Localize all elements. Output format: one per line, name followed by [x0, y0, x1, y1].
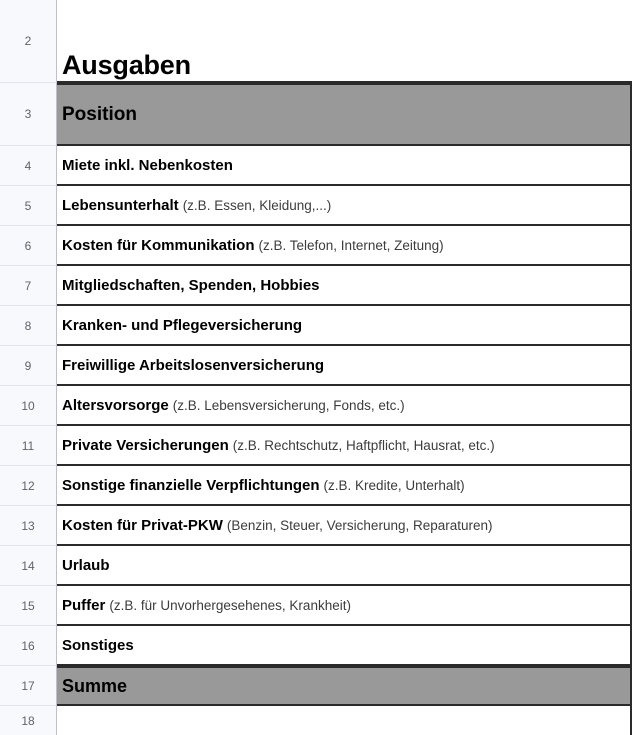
- row-header-12[interactable]: 12: [0, 466, 57, 506]
- row-header-11[interactable]: 11: [0, 426, 57, 466]
- table-row-header[interactable]: [0, 83, 632, 146]
- position-label: Miete inkl. Nebenkosten: [62, 156, 233, 174]
- cell-position[interactable]: [57, 226, 632, 266]
- position-note: (z.B. Telefon, Internet, Zeitung): [258, 237, 444, 253]
- position-note: (Benzin, Steuer, Versicherung, Reparaturen): [226, 517, 493, 533]
- position-note: (z.B. Kredite, Unterhalt): [323, 477, 465, 493]
- cell-position[interactable]: [57, 586, 632, 626]
- cell-column-header-position[interactable]: [57, 83, 632, 146]
- position-label: Urlaub: [62, 556, 110, 574]
- row-header-9[interactable]: 9: [0, 346, 57, 386]
- row-header-16[interactable]: 16: [0, 626, 57, 666]
- row-header-2[interactable]: 2: [0, 0, 57, 83]
- cell-position[interactable]: [57, 506, 632, 546]
- table-row[interactable]: [0, 386, 632, 426]
- table-row[interactable]: [0, 146, 632, 186]
- row-header-13[interactable]: 13: [0, 506, 57, 546]
- position-label: Sonstige finanzielle Verpflichtungen: [62, 476, 320, 494]
- position-note: (z.B. Essen, Kleidung,...): [182, 197, 332, 213]
- position-label: Freiwillige Arbeitslosenversicherung: [62, 356, 325, 374]
- table-row[interactable]: [0, 186, 632, 226]
- cell-position[interactable]: [57, 626, 632, 666]
- row-header-17[interactable]: 17: [0, 666, 57, 706]
- row-header-14[interactable]: 14: [0, 546, 57, 586]
- table-row[interactable]: [0, 506, 632, 546]
- table-row[interactable]: [0, 546, 632, 586]
- position-label: Puffer: [62, 596, 106, 614]
- position-label: Private Versicherungen: [62, 436, 229, 454]
- position-label: Kranken- und Pflegeversicherung: [62, 316, 303, 334]
- position-note: (z.B. Rechtschutz, Haftpflicht, Hausrat, etc.): [232, 437, 495, 453]
- position-note: (z.B. für Unvorhergesehenes, Krankheit): [109, 597, 351, 613]
- position-label: Altersvorsorge: [62, 396, 169, 414]
- row-header-8[interactable]: 8: [0, 306, 57, 346]
- table-row-summary[interactable]: [0, 666, 632, 706]
- row-header-6[interactable]: 6: [0, 226, 57, 266]
- row-header-10[interactable]: 10: [0, 386, 57, 426]
- row-header-18[interactable]: 18: [0, 706, 57, 735]
- row-header-3[interactable]: 3: [0, 83, 57, 146]
- table-row[interactable]: [0, 306, 632, 346]
- position-note: (z.B. Lebensversicherung, Fonds, etc.): [172, 397, 405, 413]
- table-row-empty[interactable]: [0, 706, 632, 735]
- row-header-15[interactable]: 15: [0, 586, 57, 626]
- table-row[interactable]: [0, 626, 632, 666]
- table-row[interactable]: [0, 346, 632, 386]
- position-label: Mitgliedschaften, Spenden, Hobbies: [62, 276, 320, 294]
- position-label: Lebensunterhalt: [62, 196, 179, 214]
- table-row[interactable]: [0, 586, 632, 626]
- cell-title[interactable]: [57, 0, 632, 83]
- summary-label: Summe: [62, 675, 128, 696]
- cell-position[interactable]: [57, 386, 632, 426]
- cell-empty[interactable]: [57, 706, 632, 735]
- table-row[interactable]: [0, 426, 632, 466]
- cell-position[interactable]: [57, 426, 632, 466]
- cell-summary[interactable]: [57, 666, 632, 706]
- table-row[interactable]: [0, 266, 632, 306]
- table-row[interactable]: [0, 226, 632, 266]
- table-row-title[interactable]: [0, 0, 632, 83]
- row-header-4[interactable]: 4: [0, 146, 57, 186]
- cell-position[interactable]: [57, 266, 632, 306]
- position-label: Sonstiges: [62, 636, 134, 654]
- row-header-7[interactable]: 7: [0, 266, 57, 306]
- cell-position[interactable]: [57, 346, 632, 386]
- table-row[interactable]: [0, 466, 632, 506]
- position-label: Kosten für Kommunikation: [62, 236, 255, 254]
- cell-position[interactable]: [57, 186, 632, 226]
- cell-position[interactable]: [57, 146, 632, 186]
- column-header-label: Position: [62, 103, 137, 125]
- cell-position[interactable]: [57, 306, 632, 346]
- row-header-5[interactable]: 5: [0, 186, 57, 226]
- page-title: Ausgaben: [62, 49, 191, 80]
- cell-position[interactable]: [57, 466, 632, 506]
- position-label: Kosten für Privat-PKW: [62, 516, 223, 534]
- cell-position[interactable]: [57, 546, 632, 586]
